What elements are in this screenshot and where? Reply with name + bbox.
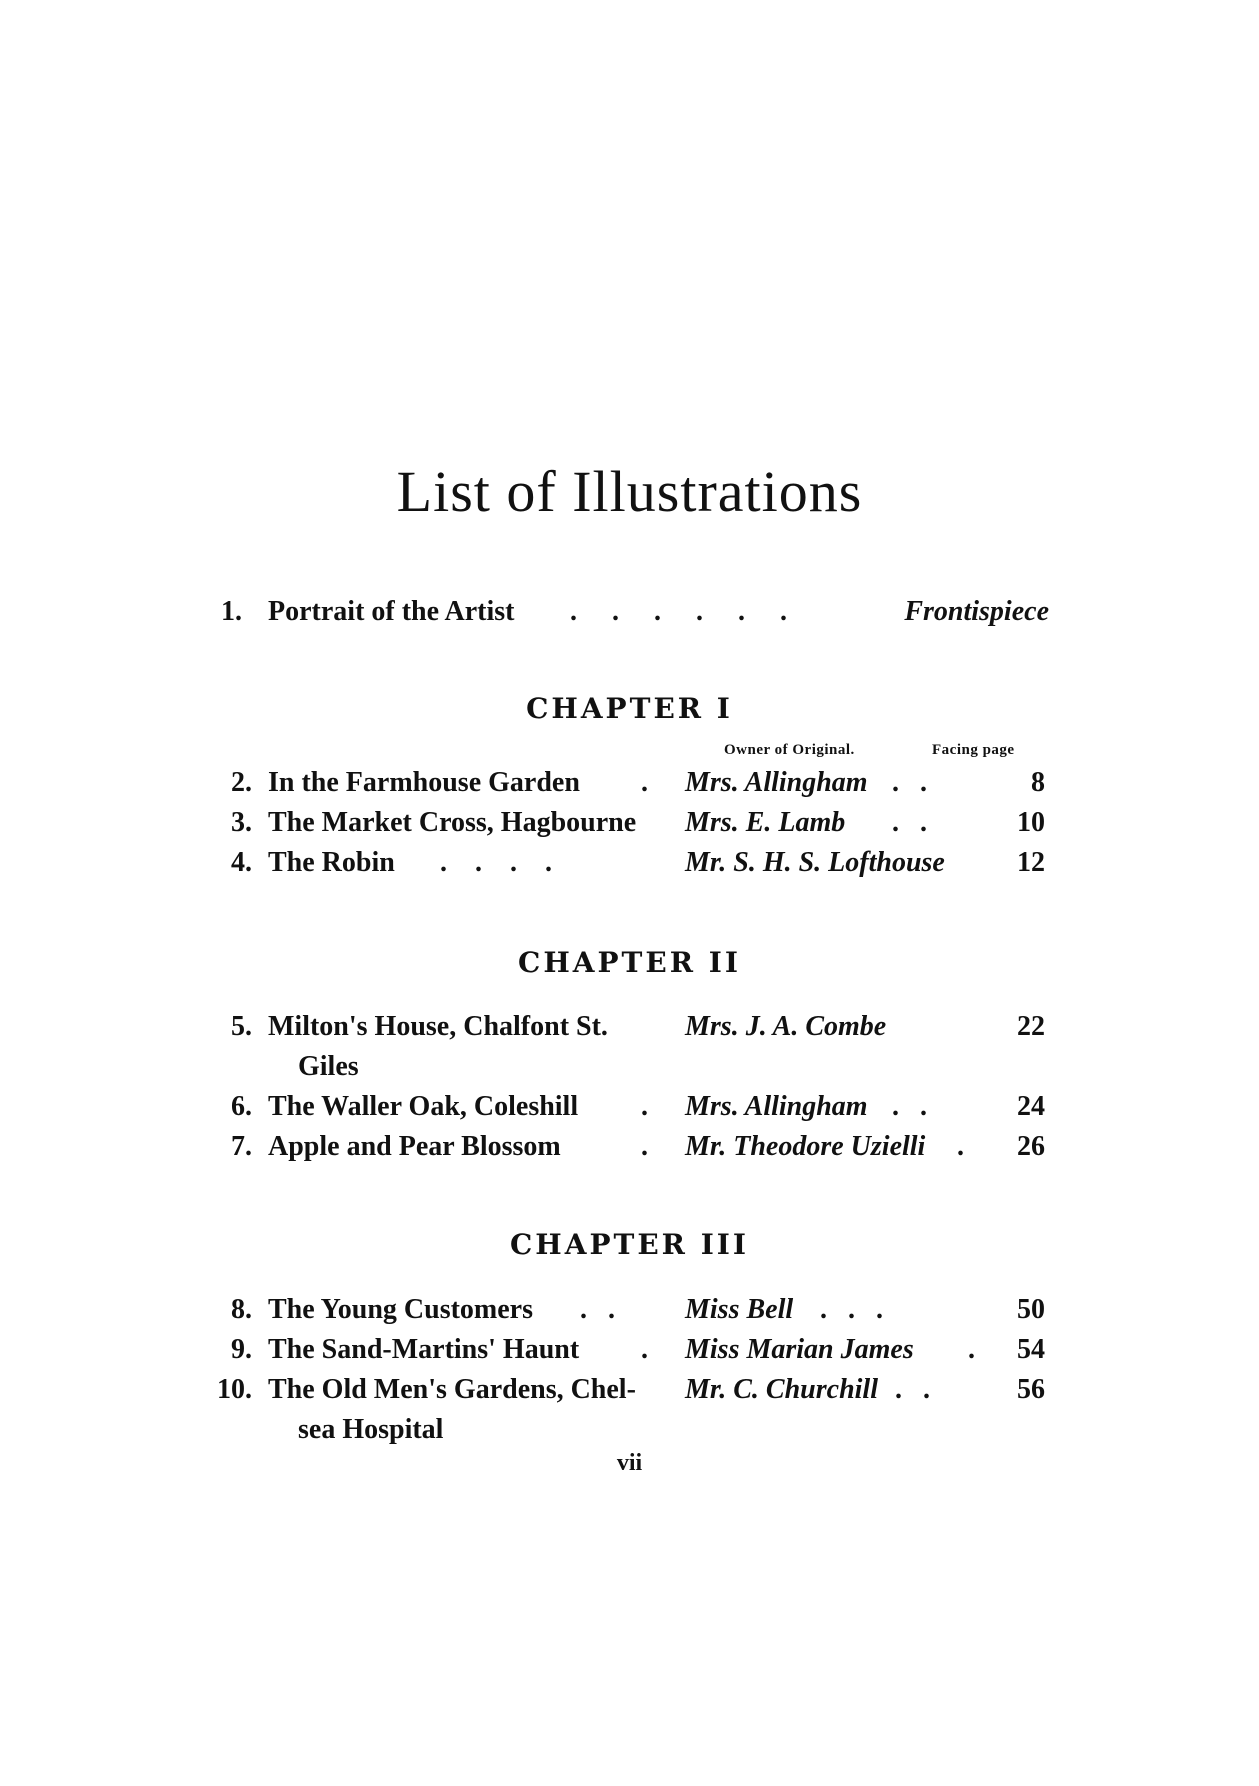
dot-leader: . [641, 1334, 648, 1365]
frontispiece-note: Frontispiece [904, 596, 1049, 627]
item-page: 12 [1017, 847, 1045, 878]
item-title: The Young Customers [268, 1294, 533, 1325]
dot-leader: . [641, 1091, 648, 1122]
item-title: In the Farmhouse Garden [268, 767, 580, 798]
item-page: 50 [1017, 1294, 1045, 1325]
page-number: vii [616, 1450, 643, 1476]
item-title-continued: sea Hospital [298, 1414, 444, 1445]
owner-dot-leader: . . [892, 1091, 927, 1122]
item-page: 10 [1017, 807, 1045, 838]
dot-leader: . [641, 767, 648, 798]
item-title-continued: Giles [298, 1051, 359, 1082]
list-item [0, 1087, 1259, 1127]
list-item [0, 1007, 1259, 1087]
item-owner: Mr. S. H. S. Lofthouse [685, 847, 945, 878]
item-owner: Mr. Theodore Uzielli [685, 1131, 926, 1162]
owner-dot-leader: . . [892, 767, 927, 798]
item-owner: Mr. C. Churchill [685, 1374, 878, 1405]
item-title: Apple and Pear Blossom [268, 1131, 561, 1162]
dot-leader: . [641, 1131, 648, 1162]
chapter-heading: CHAPTER II [518, 946, 741, 979]
item-title: The Waller Oak, Coleshill [268, 1091, 579, 1122]
column-header-facing-page: Facing page [932, 742, 1015, 758]
item-page: 24 [1017, 1091, 1045, 1122]
dot-leader: . . [580, 1294, 615, 1325]
item-page: 8 [1031, 767, 1045, 798]
owner-dot-leader: . [957, 1131, 964, 1162]
item-number: 6. [231, 1091, 252, 1122]
item-number: 8. [231, 1294, 252, 1325]
item-page: 54 [1017, 1334, 1045, 1365]
list-item-frontispiece [0, 592, 1259, 632]
item-number: 7. [231, 1131, 252, 1162]
list-item [0, 843, 1259, 883]
dot-leader: . . . . . . [570, 596, 801, 627]
item-title: The Robin [268, 847, 395, 878]
item-title: The Market Cross, Hagbourne [268, 807, 637, 838]
list-item [0, 763, 1259, 803]
item-number: 2. [231, 767, 252, 798]
item-number: 1. [221, 596, 242, 627]
item-owner: Mrs. E. Lamb [685, 807, 846, 838]
item-page: 56 [1017, 1374, 1045, 1405]
owner-dot-leader: . . [895, 1374, 930, 1405]
list-item [0, 1127, 1259, 1167]
page-title: List of Illustrations [396, 459, 863, 524]
chapter-heading: CHAPTER III [509, 1228, 749, 1261]
item-page: 22 [1017, 1011, 1045, 1042]
list-item [0, 803, 1259, 843]
chapter-heading: CHAPTER I [526, 692, 733, 725]
item-title: Portrait of the Artist [268, 596, 515, 627]
item-page: 26 [1017, 1131, 1045, 1162]
owner-dot-leader: . [968, 1334, 975, 1365]
item-number: 9. [231, 1334, 252, 1365]
item-owner: Mrs. J. A. Combe [685, 1011, 887, 1042]
item-owner: Mrs. Allingham [685, 1091, 868, 1122]
item-number: 4. [231, 847, 252, 878]
item-owner: Miss Marian James [685, 1334, 914, 1365]
item-number: 3. [231, 807, 252, 838]
item-title: The Old Men's Gardens, Chel- [268, 1374, 636, 1405]
dot-leader: . . . . [440, 847, 552, 878]
item-owner: Miss Bell [685, 1294, 794, 1325]
item-title: Milton's House, Chalfont St. [268, 1011, 608, 1042]
owner-dot-leader: . . [892, 807, 927, 838]
column-header-owner: Owner of Original. [724, 742, 855, 758]
list-item [0, 1290, 1259, 1330]
list-item [0, 1330, 1259, 1370]
item-owner: Mrs. Allingham [685, 767, 868, 798]
item-number: 5. [231, 1011, 252, 1042]
list-item [0, 1370, 1259, 1450]
item-number: 10. [217, 1374, 252, 1405]
item-title: The Sand-Martins' Haunt [268, 1334, 580, 1365]
owner-dot-leader: . . . [820, 1294, 883, 1325]
